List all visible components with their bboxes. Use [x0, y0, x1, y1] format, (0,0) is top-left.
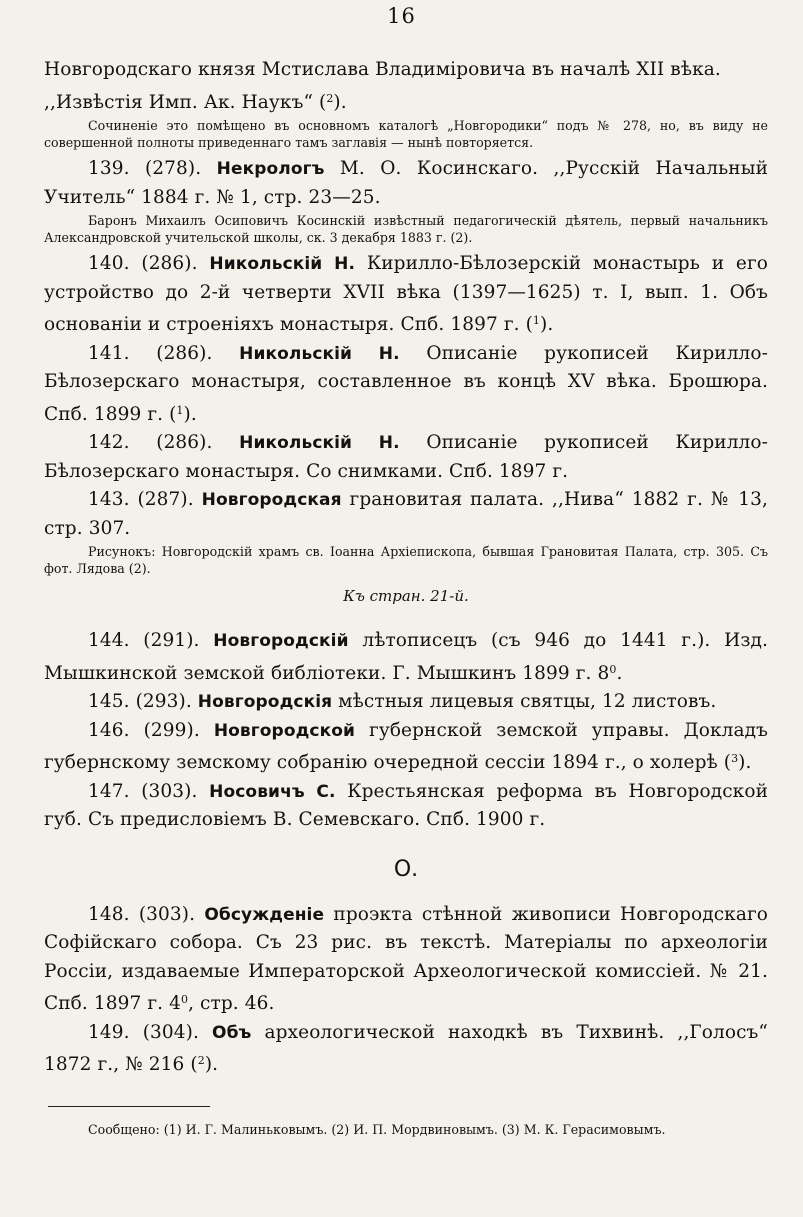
entry-number: 140. (286). — [88, 253, 198, 274]
entry-author: Обсужденiе — [204, 904, 325, 925]
catalog-entry — [44, 901, 768, 1019]
catalog-entry — [44, 627, 768, 688]
catalog-entry — [44, 688, 768, 717]
entry-number: 146. (299). — [88, 719, 200, 741]
section-note: Къ стран. 21-й. — [343, 587, 469, 605]
entry-text: Кирилло-Бѣлозерскiй монастырь и его устройство до 2-й четверти XVII вѣка (1397—1625) т. I, вып. 1. Объ основанiи и строенiяхъ монастыря. Спб. 1897 г. ( — [44, 253, 768, 335]
catalog-entry — [44, 486, 768, 543]
entry-text: проэкта стѣнной живописи Новгородскаго Софiйскаго собора. Съ 23 рис. въ текстѣ. Матерiалы по археологiи Россiи, издаваемые Императорской Археологической комиссiей. № 21. Спб. 1897 г. 4 — [44, 903, 768, 1014]
entry-number: 145. (293). — [88, 691, 192, 712]
entry-author: Новгородскiй — [213, 631, 349, 651]
note-top: Сочиненiе это помѣщено въ основномъ каталогѣ „Новгородики“ подъ № 278, но, въ виду не совершенной полноты приведеннаго тамъ заглавiя — нынѣ повторяется. — [44, 118, 768, 150]
entry-end: . — [616, 662, 623, 684]
continuation-line-1: Новгородскаго князя Мстислава Владимiровича въ началѣ XII вѣка. — [44, 59, 721, 80]
entry-number: 143. (287). — [88, 489, 194, 510]
footnote: Сообщено: (1) И. Г. Малиньковымъ. (2) И. П. Мордвиновымъ. (3) М. К. Герасимовымъ. — [88, 1121, 666, 1137]
footnote-rule — [48, 1106, 210, 1107]
entry-end: ). — [540, 314, 554, 335]
entry-end: ). — [204, 1054, 219, 1075]
entry-number: 141. (286). — [88, 342, 213, 364]
entry-text: грановитая палата. ,,Нива“ 1882 г. № 13, стр. 307. — [44, 489, 768, 539]
entry-author: Новгородская — [201, 490, 342, 510]
entry-number: 147. (303). — [88, 780, 198, 802]
page-number: 16 — [387, 4, 416, 28]
catalog-entry — [44, 778, 768, 835]
entry-note: Рисунокъ: Новгородскiй храмъ св. Iоанна Архiепископа, бывшая Грановитая Палата, стр. 305. Съ фот. Лядова (2). — [44, 544, 768, 576]
entry-number: 144. (291). — [88, 630, 200, 651]
entry-author: Новгородскiя — [197, 692, 333, 712]
text-column — [44, 56, 768, 1138]
continuation-citation: ,,Извѣстiя Имп. Ак. Наукъ“ ( — [44, 91, 327, 113]
entry-author: Некрологъ — [216, 159, 325, 179]
entry-text: Крестьянская реформа въ Новгородской губ. Съ предисловiемъ В. Семевскаго. Спб. 1900 г. — [44, 780, 768, 830]
continuation-line-2 — [44, 85, 768, 118]
entries-block-2 — [44, 627, 768, 835]
entry-author: Никольскiй Н. — [239, 433, 400, 453]
entry-end: , стр. 46. — [188, 993, 275, 1014]
catalog-entry — [44, 429, 768, 486]
entry-text: археологической находкѣ въ Тихвинѣ. ,,Голосъ“ 1872 г., № 216 ( — [44, 1021, 768, 1075]
footnote-ref: 2 — [197, 1054, 205, 1067]
entry-text: мѣстныя лицевыя святцы, 12 листовъ. — [332, 691, 717, 712]
catalog-entry — [44, 340, 768, 430]
entries-block-3 — [44, 901, 768, 1080]
footnote-ref: 3 — [731, 752, 739, 765]
entry-end: ). — [183, 403, 197, 425]
footnote-ref: 1 — [532, 314, 541, 327]
footnote-ref: 0 — [180, 993, 189, 1006]
entry-text: Описанiе рукописей Кирилло-Бѣлозерскаго монастыря. Со снимками. Спб. 1897 г. — [44, 432, 768, 482]
letter-heading: О. — [393, 856, 419, 882]
entry-number: 149. (304). — [88, 1021, 199, 1043]
entry-number: 142. (286). — [88, 432, 213, 453]
entry-text: М. О. Косинскаго. ,,Русскiй Начальный Учитель“ 1884 г. № 1, стр. 23—25. — [44, 158, 768, 208]
entry-end: ). — [738, 752, 752, 773]
footnote-ref: 0 — [609, 662, 617, 676]
catalog-entry — [44, 1019, 768, 1080]
footnote-ref: 1 — [176, 403, 184, 417]
entry-author: Никольскiй Н. — [239, 343, 400, 364]
entry-author: Носовичъ С. — [209, 781, 336, 802]
footnote-ref: 2 — [326, 91, 334, 105]
entry-text: губернской земской управы. Докладъ губернскому земскому собранiю очередной сессiи 1894 г., о холерѣ ( — [44, 719, 768, 773]
entries-block-1 — [44, 155, 768, 577]
entry-note: Баронъ Михаилъ Осиповичъ Косинскiй извѣстный педагогическiй дѣятель, первый начальникъ Александровской учительской школы, ск. 3 декабря 1883 г. (2). — [44, 213, 768, 245]
entry-author: Новгородской — [213, 720, 356, 741]
entry-author: Никольскiй Н. — [209, 254, 356, 274]
entry-author: Объ — [212, 1022, 252, 1043]
catalog-entry — [44, 155, 768, 212]
continuation-text — [44, 56, 768, 117]
entry-text: Описанiе рукописей Кирилло-Бѣлозерскаго монастыря, составленное въ концѣ XV вѣка. Брошюра. Спб. 1899 г. ( — [44, 342, 768, 425]
catalog-entry — [44, 717, 768, 778]
entry-number: 139. (278). — [88, 158, 202, 179]
entry-number: 148. (303). — [88, 903, 196, 925]
continuation-end: ). — [333, 91, 347, 113]
entry-text: лѣтописецъ (съ 946 до 1441 г.). Изд. Мышкинской земской библiотеки. Г. Мышкинъ 1899 г. 8 — [44, 630, 768, 684]
catalog-entry — [44, 250, 768, 340]
